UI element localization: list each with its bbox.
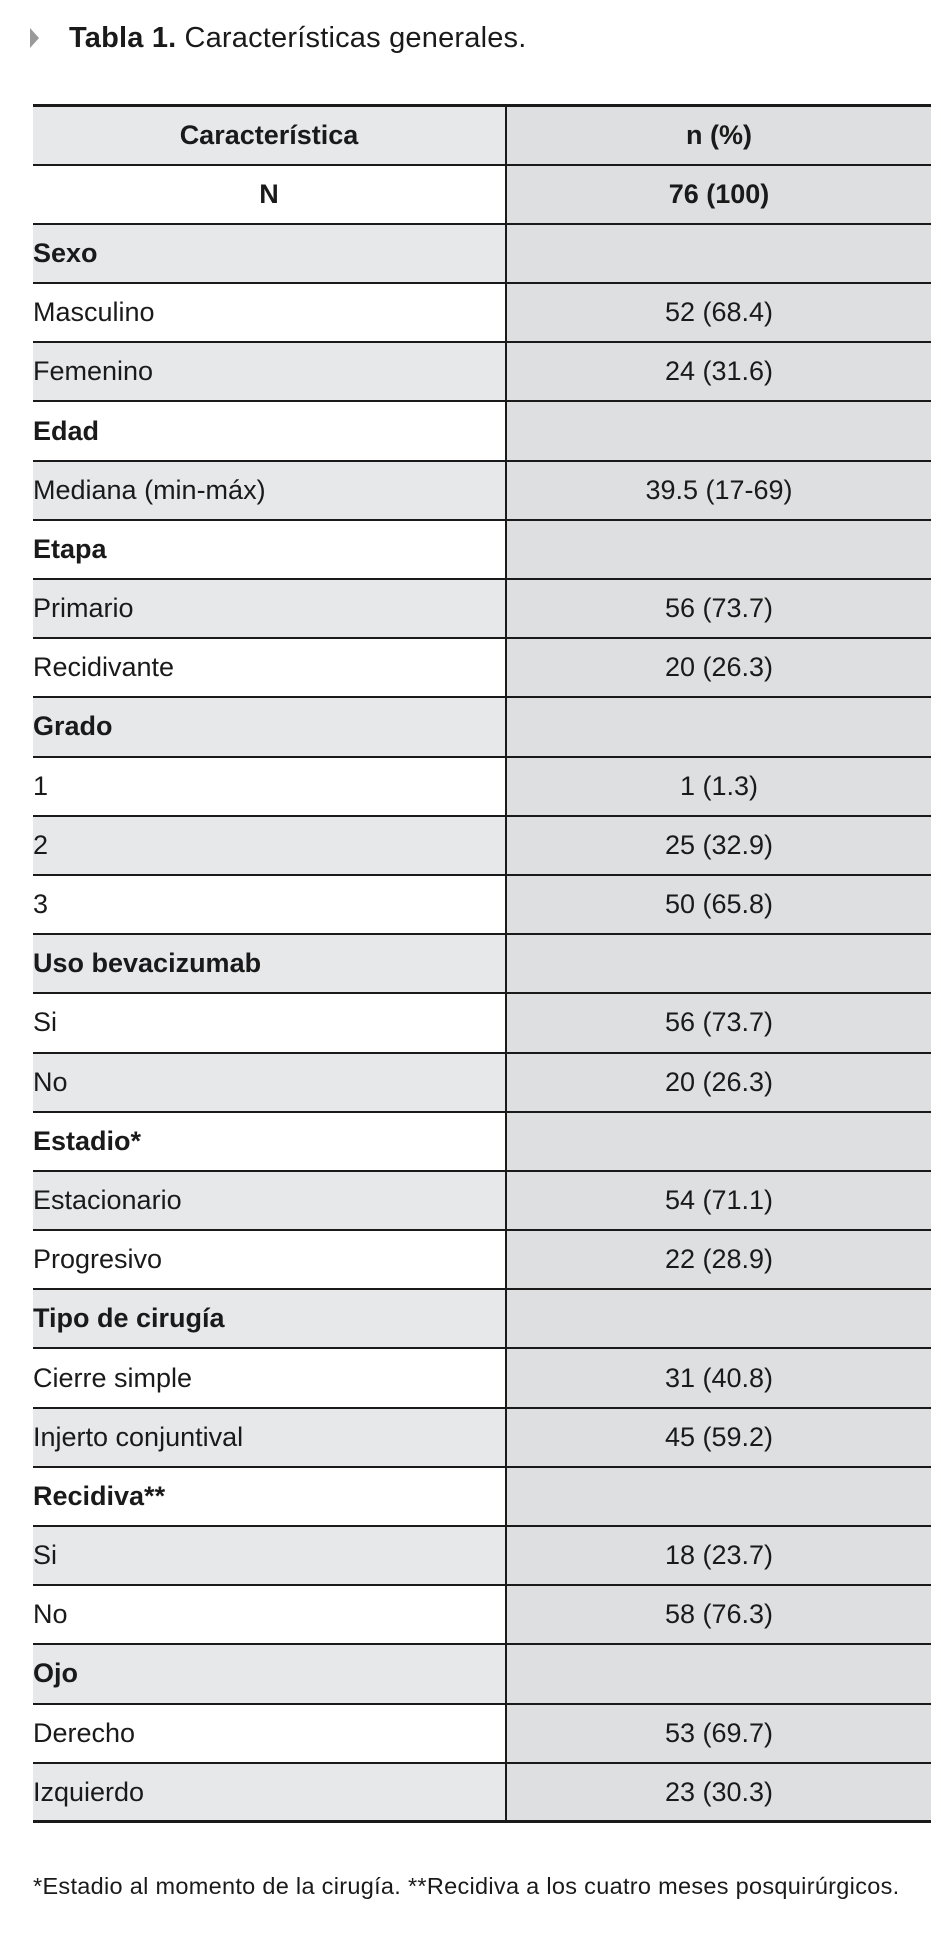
total-value: 76 (100) xyxy=(506,165,931,224)
row-label: Derecho xyxy=(33,1704,506,1763)
group-value-empty xyxy=(506,520,931,579)
row-value: 58 (76.3) xyxy=(506,1585,931,1644)
group-row xyxy=(33,1467,931,1526)
group-label: Grado xyxy=(33,697,506,756)
table-row xyxy=(33,757,931,816)
row-value: 1 (1.3) xyxy=(506,757,931,816)
table-row xyxy=(33,1704,931,1763)
group-value-empty xyxy=(506,1112,931,1171)
table-row xyxy=(33,579,931,638)
group-label: Ojo xyxy=(33,1644,506,1703)
row-label: Progresivo xyxy=(33,1230,506,1289)
row-value: 54 (71.1) xyxy=(506,1171,931,1230)
caption-marker-icon xyxy=(30,28,39,48)
row-label: 3 xyxy=(33,875,506,934)
table-row xyxy=(33,638,931,697)
caption-label: Tabla 1. xyxy=(69,21,177,54)
table-row xyxy=(33,1348,931,1407)
row-label: Primario xyxy=(33,579,506,638)
row-value: 50 (65.8) xyxy=(506,875,931,934)
row-label: Masculino xyxy=(33,283,506,342)
row-value: 20 (26.3) xyxy=(506,1053,931,1112)
group-row xyxy=(33,697,931,756)
header-n-percent: n (%) xyxy=(506,106,931,165)
group-value-empty xyxy=(506,1644,931,1703)
row-value: 25 (32.9) xyxy=(506,816,931,875)
group-value-empty xyxy=(506,697,931,756)
table-row xyxy=(33,1053,931,1112)
row-value: 56 (73.7) xyxy=(506,993,931,1052)
group-row xyxy=(33,934,931,993)
group-row xyxy=(33,1289,931,1348)
characteristics-table xyxy=(33,104,931,1823)
row-label: No xyxy=(33,1585,506,1644)
group-row xyxy=(33,1644,931,1703)
row-label: 2 xyxy=(33,816,506,875)
total-row xyxy=(33,165,931,224)
table-row xyxy=(33,816,931,875)
table-row xyxy=(33,993,931,1052)
table-header-row xyxy=(33,106,931,165)
group-row xyxy=(33,520,931,579)
group-value-empty xyxy=(506,401,931,460)
table-row xyxy=(33,1230,931,1289)
table-footnote: *Estadio al momento de la cirugía. **Recidiva a los cuatro meses posquirúrgicos. xyxy=(33,1873,900,1899)
row-label: Injerto conjuntival xyxy=(33,1408,506,1467)
row-label: Si xyxy=(33,1526,506,1585)
table-caption xyxy=(30,18,527,58)
row-value: 24 (31.6) xyxy=(506,342,931,401)
row-label: Mediana (min-máx) xyxy=(33,461,506,520)
row-value: 22 (28.9) xyxy=(506,1230,931,1289)
group-value-empty xyxy=(506,1467,931,1526)
row-value: 56 (73.7) xyxy=(506,579,931,638)
row-value: 18 (23.7) xyxy=(506,1526,931,1585)
row-label: Izquierdo xyxy=(33,1763,506,1822)
group-row xyxy=(33,1112,931,1171)
table-body xyxy=(33,165,931,1822)
row-value: 23 (30.3) xyxy=(506,1763,931,1822)
group-label: Edad xyxy=(33,401,506,460)
group-value-empty xyxy=(506,934,931,993)
table-row xyxy=(33,1408,931,1467)
row-value: 39.5 (17-69) xyxy=(506,461,931,520)
table-row xyxy=(33,1171,931,1230)
group-row xyxy=(33,401,931,460)
row-value: 45 (59.2) xyxy=(506,1408,931,1467)
table-row xyxy=(33,342,931,401)
group-label: Recidiva** xyxy=(33,1467,506,1526)
caption-text: Características generales. xyxy=(184,21,527,54)
group-value-empty xyxy=(506,1289,931,1348)
table-row xyxy=(33,461,931,520)
group-label: Etapa xyxy=(33,520,506,579)
row-label: Femenino xyxy=(33,342,506,401)
group-label: Uso bevacizumab xyxy=(33,934,506,993)
table-row xyxy=(33,1585,931,1644)
table-row xyxy=(33,875,931,934)
group-label: Sexo xyxy=(33,224,506,283)
group-value-empty xyxy=(506,224,931,283)
row-value: 20 (26.3) xyxy=(506,638,931,697)
row-value: 31 (40.8) xyxy=(506,1348,931,1407)
header-characteristic: Característica xyxy=(33,106,506,165)
row-label: No xyxy=(33,1053,506,1112)
row-label: Si xyxy=(33,993,506,1052)
table-row xyxy=(33,1526,931,1585)
table-row xyxy=(33,283,931,342)
row-label: 1 xyxy=(33,757,506,816)
total-label: N xyxy=(33,165,506,224)
group-row xyxy=(33,224,931,283)
row-value: 52 (68.4) xyxy=(506,283,931,342)
row-value: 53 (69.7) xyxy=(506,1704,931,1763)
row-label: Estacionario xyxy=(33,1171,506,1230)
row-label: Recidivante xyxy=(33,638,506,697)
row-label: Cierre simple xyxy=(33,1348,506,1407)
group-label: Estadio* xyxy=(33,1112,506,1171)
group-label: Tipo de cirugía xyxy=(33,1289,506,1348)
table-row xyxy=(33,1763,931,1822)
